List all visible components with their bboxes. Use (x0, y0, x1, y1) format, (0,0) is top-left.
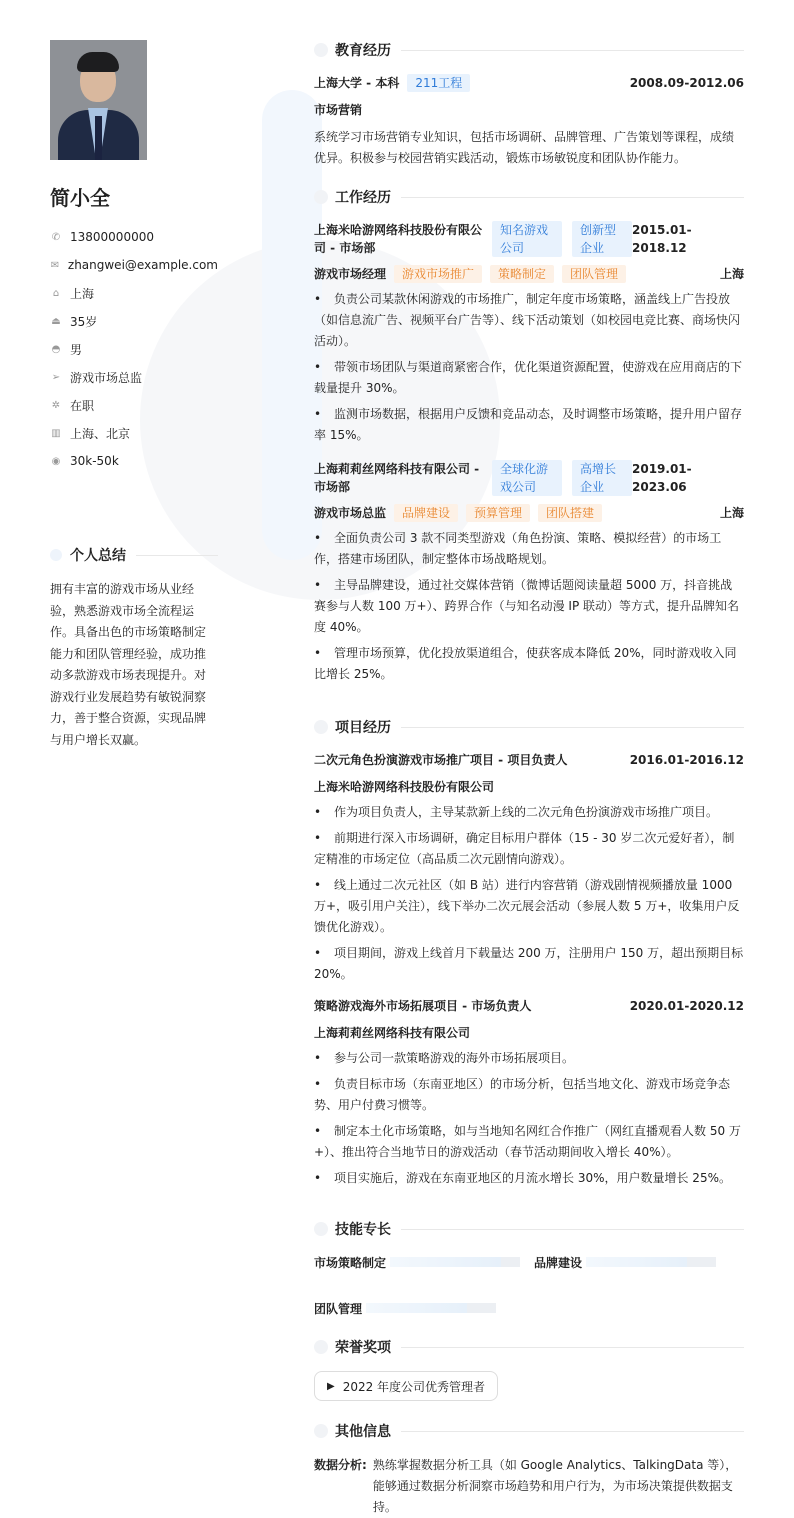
company-tag: 全球化游戏公司 (492, 460, 562, 496)
divider (401, 727, 744, 728)
list-item (314, 575, 744, 638)
other-value: 熟练掌握数据分析工具（如 Google Analytics、TalkingData 等），能够通过数据分析洞察市场趋势和用户行为，为市场决策提供数据支持。 (372, 1458, 738, 1514)
list-item (314, 404, 744, 446)
section-title: 荣誉奖项 (335, 1340, 391, 1356)
contact-info (50, 223, 218, 475)
awards-heading (314, 1337, 744, 1357)
info-row (50, 307, 218, 335)
list-item (314, 875, 744, 938)
section-dot-icon (314, 43, 328, 57)
role-tag: 策略制定 (490, 265, 554, 283)
info-row (50, 251, 218, 279)
info-text: 35岁 (70, 314, 98, 329)
projects-heading (314, 717, 744, 737)
date: 2015.01-2018.12 (632, 223, 692, 255)
info-row (50, 419, 218, 447)
list-item (314, 1168, 744, 1189)
bullet-icon: • (314, 1124, 322, 1138)
skill-bar (390, 1257, 520, 1267)
company-tag: 高增长企业 (572, 460, 632, 496)
bullet-icon: • (314, 531, 322, 545)
gender-icon: ◓ (51, 343, 61, 355)
list-item (314, 802, 744, 823)
company-tag: 创新型企业 (572, 221, 632, 257)
bullet-icon: • (314, 805, 322, 819)
section-title: 技能专长 (335, 1222, 391, 1238)
bullet-icon: • (314, 1077, 322, 1091)
section-dot-icon (50, 549, 62, 561)
bullet-text: 项目实施后，游戏在东南亚地区的月流水增长 30%，用户数量增长 25%。 (334, 1171, 731, 1185)
role: 游戏市场总监 (314, 506, 387, 520)
divider (136, 555, 218, 556)
other-info-item (314, 1455, 744, 1518)
bullet-icon: • (314, 646, 322, 660)
info-text: 13800000000 (70, 230, 154, 244)
section-title: 个人总结 (70, 548, 126, 564)
skill-bar (586, 1257, 716, 1267)
bullet-list (314, 528, 744, 685)
sidebar (50, 40, 218, 751)
bullet-text: 管理市场预算，优化投放渠道组合，使获客成本降低 20%，同时游戏收入同比增长 25%。 (314, 646, 737, 681)
info-row (50, 335, 218, 363)
other-key: 数据分析: (314, 1458, 367, 1472)
project-name: 策略游戏海外市场拓展项目 - 市场负责人 (314, 999, 532, 1013)
city: 上海 (719, 506, 744, 520)
work-entry (314, 460, 744, 685)
list-item (314, 289, 744, 352)
bullet-text: 项目期间，游戏上线首月下载量达 200 万，注册用户 150 万，超出预期目标 20%。 (314, 946, 744, 981)
bullet-text: 作为项目负责人，主导某款新上线的二次元角色扮演游戏市场推广项目。 (334, 805, 719, 819)
info-text: zhangwei@example.com (67, 258, 218, 272)
company-name: 上海莉莉丝网络科技有限公司 - 市场部 (314, 462, 480, 494)
date: 2016.01-2016.12 (629, 753, 744, 767)
info-text: 游戏市场总监 (70, 370, 143, 385)
bullet-text: 负责公司某款休闲游戏的市场推广，制定年度市场策略，涵盖线上广告投放（如信息流广告、视频平台广告等）、线下活动策划（如校园电竞比赛、商场快闪活动）。 (314, 292, 741, 348)
skill-name: 品牌建设 (534, 1255, 583, 1270)
role-tag: 团队管理 (562, 265, 626, 283)
role-tag: 团队搭建 (538, 504, 602, 522)
info-text: 上海、北京 (70, 426, 131, 441)
bullet-text: 全面负责公司 3 款不同类型游戏（角色扮演、策略、模拟经营）的市场工作，搭建市场团队，制定整体市场战略规划。 (314, 531, 722, 566)
divider (401, 1431, 744, 1432)
info-row (50, 279, 218, 307)
school-tag: 211工程 (407, 74, 470, 92)
role-tag: 预算管理 (466, 504, 530, 522)
mail-icon: ✉ (50, 259, 60, 271)
bullet-text: 前期进行深入市场调研，确定目标用户群体（15 - 30 岁二次元爱好者），制定精准的市场定位（高品质二次元剧情向游戏）。 (314, 831, 735, 866)
list-item (314, 1074, 744, 1116)
bullet-text: 制定本土化市场策略，如与当地知名网红合作推广（网红直播观看人数 50 万+）、推出符合当地节日的游戏活动（春节活动期间收入增长 40%）。 (314, 1124, 741, 1159)
phone-icon: ✆ (51, 231, 61, 243)
list-item (314, 528, 744, 570)
bullet-text: 主导品牌建设，通过社交媒体营销（微博话题阅读量超 5000 万，抖音挑战赛参与人数 100 万+）、跨界合作（与知名动漫 IP 联动）等方式，提升品牌知名度 40%。 (314, 578, 739, 634)
other-heading (314, 1421, 744, 1441)
date: 2019.01-2023.06 (632, 462, 692, 494)
list-item (314, 643, 744, 685)
project-entry (314, 751, 744, 985)
section-dot-icon (314, 1424, 328, 1438)
info-text: 30k-50k (70, 454, 119, 468)
send-icon: ➢ (51, 371, 61, 383)
bullet-icon: • (314, 360, 322, 374)
bullet-text: 线上通过二次元社区（如 B 站）进行内容营销（游戏剧情视频播放量 1000 万+，吸引用户关注），线下举办二次元展会活动（参展人数 5 万+，收集用户反馈优化游戏）。 (314, 878, 740, 934)
section-title: 教育经历 (335, 43, 391, 59)
date: 2020.01-2020.12 (629, 999, 744, 1013)
background-decoration (262, 90, 322, 560)
work-entry (314, 221, 744, 446)
list-item (314, 1121, 744, 1163)
company-tag: 知名游戏公司 (492, 221, 562, 257)
education-desc: 系统学习市场营销专业知识，包括市场调研、品牌管理、广告策划等课程，成绩优异。积极参与校园营销实践活动，锻炼市场敏锐度和团队协作能力。 (314, 130, 735, 165)
section-dot-icon (314, 720, 328, 734)
skill-bar (366, 1303, 496, 1313)
summary-text: 拥有丰富的游戏市场从业经验，熟悉游戏市场全流程运作。具备出色的市场策略制定能力和团队管理经验，成功推动多款游戏市场表现提升。对游戏行业发展趋势有敏锐洞察力，善于整合资源，实现品牌与用户增长双赢。 (50, 582, 207, 747)
project-name: 二次元角色扮演游戏市场推广项目 - 项目负责人 (314, 753, 568, 767)
bullet-icon: • (314, 831, 322, 845)
school-name: 上海大学 - 本科 (314, 76, 400, 90)
skill-name: 团队管理 (314, 1301, 363, 1316)
skill-name: 市场策略制定 (314, 1255, 387, 1270)
role-tag: 游戏市场推广 (394, 265, 482, 283)
date: 2008.09-2012.06 (629, 76, 744, 90)
bullet-icon: • (314, 878, 322, 892)
home-icon: ⌂ (52, 287, 60, 299)
divider (401, 50, 744, 51)
bullet-list (314, 1048, 744, 1189)
project-company: 上海米哈游网络科技股份有限公司 (314, 780, 495, 794)
award-item[interactable] (314, 1371, 498, 1401)
list-item (314, 943, 744, 985)
summary-heading (50, 545, 218, 565)
role: 游戏市场经理 (314, 267, 387, 281)
education-heading (314, 40, 744, 60)
profile-photo (50, 40, 147, 160)
skill-bar-fill (390, 1257, 501, 1267)
section-title: 工作经历 (335, 190, 391, 206)
bullet-list (314, 289, 744, 446)
role-tag: 品牌建设 (394, 504, 458, 522)
bullet-list (314, 802, 744, 985)
section-dot-icon (314, 1340, 328, 1354)
info-text: 男 (70, 342, 83, 357)
bullet-text: 监测市场数据，根据用户反馈和竞品动态，及时调整市场策略，提升用户留存率 15%。 (314, 407, 743, 442)
city: 上海 (719, 267, 744, 281)
cake-icon: ⏏ (51, 315, 61, 327)
main-content (314, 40, 744, 1518)
bullet-text: 参与公司一款策略游戏的海外市场拓展项目。 (334, 1051, 575, 1065)
bullet-text: 负责目标市场（东南亚地区）的市场分析，包括当地文化、游戏市场竞争态势、用户付费习惯等。 (314, 1077, 731, 1112)
info-text: 上海 (70, 286, 95, 301)
expand-triangle-icon: ▶ (327, 1380, 335, 1392)
award-text: 2022 年度公司优秀管理者 (342, 1379, 486, 1394)
info-row (50, 363, 218, 391)
divider (401, 1229, 744, 1230)
work-heading (314, 187, 744, 207)
skill-bar-fill (366, 1303, 467, 1313)
bullet-text: 带领市场团队与渠道商紧密合作，优化渠道资源配置，使游戏在应用商店的下载量提升 30%。 (314, 360, 743, 395)
list-item (314, 1048, 744, 1069)
skill-item (534, 1253, 716, 1271)
skill-item (314, 1253, 520, 1271)
section-dot-icon (314, 190, 328, 204)
divider (401, 197, 744, 198)
bullet-icon: • (314, 946, 322, 960)
bullet-icon: • (314, 1051, 322, 1065)
project-entry (314, 997, 744, 1189)
skill-bar-fill (586, 1257, 687, 1267)
education-entry (314, 74, 744, 92)
bullet-icon: • (314, 578, 322, 592)
bullet-icon: • (314, 1171, 322, 1185)
section-dot-icon (314, 1222, 328, 1236)
company-name: 上海米哈游网络科技股份有限公司 - 市场部 (314, 223, 483, 255)
project-company: 上海莉莉丝网络科技有限公司 (314, 1026, 471, 1040)
list-item (314, 357, 744, 399)
info-text: 在职 (70, 398, 95, 413)
list-item (314, 828, 744, 870)
info-row (50, 223, 218, 251)
skills-heading (314, 1219, 744, 1239)
section-title: 其他信息 (335, 1424, 391, 1440)
skills-list (314, 1253, 744, 1317)
info-row (50, 391, 218, 419)
status-icon: ✲ (51, 399, 61, 411)
section-title: 项目经历 (335, 720, 391, 736)
building-icon: ▥ (51, 427, 61, 439)
candidate-name: 简小全 (50, 186, 110, 210)
divider (401, 1347, 744, 1348)
bullet-icon: • (314, 292, 322, 306)
info-row (50, 447, 218, 475)
major: 市场营销 (314, 103, 363, 117)
salary-icon: ◉ (51, 455, 61, 467)
skill-item (314, 1299, 496, 1317)
bullet-icon: • (314, 407, 322, 421)
